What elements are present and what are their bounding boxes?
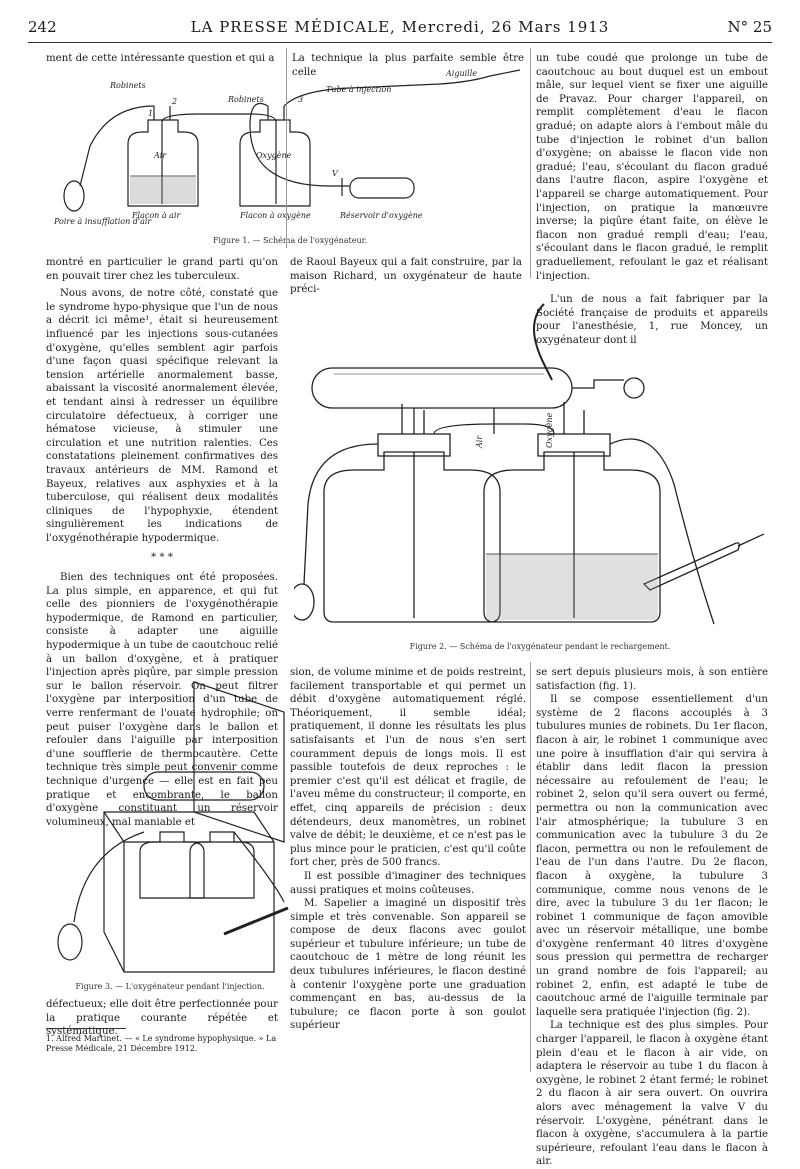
fig1-label-v: V (332, 169, 338, 178)
col3-bottom-paragraph-a: se sert depuis plusieurs mois, à son entière satisfaction (fig. 1). (536, 667, 768, 692)
col3-paragraph-1: un tube coudé que prolonge un tube de caoutchouc au bout duquel est un embout mâle, sur lequel vient se fixer une aiguille de Pravaz. Pour charger l'appareil, on remplit complètement d'eau le flacon gradué; on adapte alors à l'embout mâle du tube d'injection le robinet d'un ballon d'oxygène; on abaisse le flacon vide non gradué; l'eau, s'écoulant du flacon gradué dans l'autre flacon, aspire l'oxygène et l'appareil se charge automatiquement. Pour l'injection, on pratique la manœuvre inverse; la piqûre étant faite, on élève le flacon non gradué rempli d'eau; l'eau, s'écoulant dans le flacon gradué, le remplit graduellement, refoulant le gaz et réalisant l'injection. (536, 53, 768, 282)
figure-1-diagram (50, 66, 528, 231)
page-number: 242 (28, 18, 57, 36)
col1-paragraph-b: Nous avons, de notre côté, constaté que le syndrome hypo-physique que l'un de nous a décrit ici même¹, était si heureusement influencé par les injections sous-cutanées d'oxygène, qu'elles semblent agir parfois d'une façon quasi spécifique relevant la tension artérielle anormalement basse, abaissant la viscosité anormalement élevée, et tendant ainsi à redresser un équilibre circulatoire défectueux, à corriger une hématose vicieuse, à stimuler une circulation et une nutrition ralenties. Ces constatations pleinement confirmatives des travaux antérieurs de MM. Ramond et Bayeux, relatives aux asphyxies et à la tuberculose, qui réalisent deux modalités cliniques de l'hypophyxie, étendent singulièrement les indications de l'oxygénothérapie hypodermique. (46, 288, 278, 544)
fig1-label-flacon-oxy: Flacon à oxygène (240, 211, 311, 220)
column-divider-3 (530, 662, 531, 1072)
fig1-label-aiguille: Aiguille (446, 69, 478, 78)
fig2-label-oxygene: Oxygène (545, 412, 554, 448)
column-divider-2 (530, 48, 531, 278)
fig2-label-air: Air (475, 435, 484, 448)
fig1-label-tube: Tube à injection (326, 85, 392, 94)
fig1-label-n3: 3 (298, 95, 304, 104)
figure-3-caption: Figure 3. — L'oxygénateur pendant l'injection. (75, 982, 265, 991)
col2-mid-text: de Raoul Bayeux qui a fait construire, par la maison Richard, un oxygénateur de haute préci- (290, 257, 522, 296)
issue-number: N° 25 (727, 18, 772, 36)
section-stars: * * * (151, 552, 173, 564)
fig1-label-n2: 2 (172, 97, 178, 106)
fig1-label-reservoir: Réservoir d'oxygène (340, 211, 423, 220)
fig1-label-oxygene: Oxygène (256, 151, 292, 160)
col3-paragraph-2: L'un de nous a fait fabriquer par la Société française de produits et appareils pour l'anesthésie, 1, rue Moncey, un oxygénateur dont il (536, 294, 768, 346)
fig1-label-n1: 1 (148, 109, 154, 118)
footnote: 1. Alfred Martinet. — « Le syndrome hypophysique. » La Presse Médicale, 21 Décembre 1912. (46, 1034, 277, 1053)
journal-title: LA PRESSE MÉDICALE, Mercredi, 26 Mars 1913 (190, 18, 610, 36)
fig1-label-robinets-left: Robinets (110, 81, 146, 90)
page-header (28, 18, 772, 38)
fig1-label-poire: Poire à insufflation d'air (54, 217, 152, 226)
col3-bottom-text (536, 666, 768, 1169)
footnote-rule (46, 1028, 126, 1029)
col2-bottom-paragraph-b: Il est possible d'imaginer des techniques aussi pratiques et moins coûteuses. (290, 870, 526, 896)
fig1-label-flacon-air: Flacon à air (132, 211, 181, 220)
col2-bottom-paragraph-c: M. Sapelier a imaginé un dispositif très simple et très convenable. Son appareil se compose de deux flacons avec goulot supérieur et tubulure inférieure; un tube de caoutchouc de 1 mètre de long réunit les deux tubulures inférieures, le flacon destiné à contenir l'oxygène porte une graduation commençant en bas, au-dessus de la tubulure; ce flacon porte à son goulot supérieur (290, 898, 526, 1032)
figure-1-caption: Figure 1. — Schéma de l'oxygénateur. (212, 236, 368, 245)
header-rule (28, 42, 772, 43)
col1-paragraph-a: montré en particulier le grand parti qu'on en pouvait tirer chez les tuberculeux. (46, 257, 278, 282)
fig1-label-air: Air (154, 151, 167, 160)
figure-3-illustration (44, 672, 294, 982)
col1-top-line: ment de cette intéressante question et qui a (46, 53, 275, 64)
column-divider-1 (286, 48, 287, 248)
col1-bottom-text: défectueux; elle doit être perfectionnée pour la pratique courante répétée et systématique. (46, 999, 278, 1038)
col2-bottom-paragraph-a: sion, de volume minime et de poids restreint, facilement transportable et qui permet un débit d'oxygène automatiquement réglé. Théoriquement, il semble idéal; pratiquement, il donne les résultats les plus satisfaisants et l'un de nous s'en sert couramment depuis de longs mois. Il est passible toutefois de deux reproches : le premier c'est qu'il est délicat et fragile, de l'aveu même du constructeur; il comporte, en effet, cinq appareils de précision : deux détendeurs, deux manomètres, un robinet valve de débit; le deuxième, et ce n'est pas le plus mince pour le praticien, c'est qu'il coûte fort cher, près de 500 francs. (290, 667, 526, 869)
col2-bottom-text (290, 666, 526, 1033)
figure-2-illustration (294, 284, 768, 638)
figure-2-caption: Figure 2. — Schéma de l'oxygénateur pendant le rechargement. (409, 642, 671, 651)
col3-bottom-paragraph-c: La technique est des plus simples. Pour charger l'appareil, le flacon à oxygène étant plein d'eau et le flacon à air vide, on adaptera le réservoir au tube 1 du flacon à oxygène, le robinet 2 étant fermé; le robinet 2 du flacon à air sera ouvert. On ouvrira alors avec ménagement la valve V du réservoir. L'oxygène, pénétrant dans le flacon à oxygène, s'accumulera à la partie supérieure, refoulant l'eau dans le flacon à air. (536, 1020, 768, 1168)
col1-paragraph-c: Bien des techniques ont été proposées. La plus simple, en apparence, et qui fut celle des pionniers de l'oxygénothérapie hypodermique, de Ramond en particulier, consiste à adapter une aiguille hypodermique à un tube de caoutchouc relié à un ballon d'oxygène, et à pratiquer l'injection après piqûre, par simple pression sur le ballon réservoir. On peut filtrer l'oxygène par interposition d'un tube de verre renfermant de l'ouate hydrophile; on peut puiser l'oxygène dans le ballon et refouler dans l'aiguille par interposition d'une soufflerie de thermocautère. Cette technique très simple peut convenir comme technique d'urgence — elle est en fait peu pratique et encombrante, le ballon d'oxygène constituant un réservoir volumineux, mal maniable et (46, 572, 278, 828)
fig1-label-robinets-mid: Robinets (228, 95, 264, 104)
col3-bottom-paragraph-b: Il se compose essentiellement d'un système de 2 flacons accouplés à 3 tubulures munies de robinets. Du 1er flacon, flacon à air, le robinet 1 communique avec une poire à insufflation d'air qui servira à établir dans ledit flacon la pression nécessaire au refoulement de l'eau; le robinet 2, selon qu'il sera ouvert ou fermé, permettra ou non la communication avec l'air atmosphérique; la tubulure 3 en communication avec la tubulure 3 du 2e flacon, permettra ou non le refoulement de l'eau de l'un dans l'autre. Du 2e flacon, flacon à oxygène, la tubulure 3 communique, comme nous venons de le dire, avec la tubulure 3 du 1er flacon; le robinet 1 communique de façon amovible avec un réservoir métallique, une bombe d'oxygène renfermant 40 litres d'oxygène sous pression qui permettra de recharger un grand nombre de fois l'appareil; au robinet 2, enfin, est adapté le tube de caoutchouc armé de l'aiguille terminale par laquelle sera pratiquée l'injection (fig. 2). (536, 694, 768, 1018)
col2-top-line: La technique la plus parfaite semble être celle (292, 53, 524, 78)
